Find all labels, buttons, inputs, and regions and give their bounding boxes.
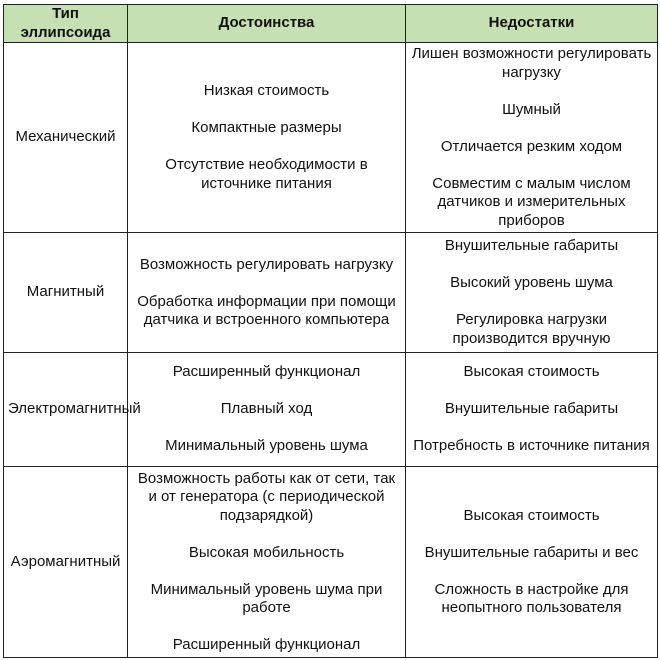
disadvantage-item: Совместим с малым числом датчиков и измерительных приборов	[432, 174, 631, 229]
disadvantage-item: Лишен возможности регулировать нагрузку	[411, 45, 652, 81]
disadvantage-item: Внушительные габариты	[444, 237, 619, 254]
disadvantage-item: Высокий уровень шума	[450, 274, 613, 291]
cons-cell	[406, 467, 658, 658]
advantage-item: Расширенный функционал	[172, 363, 361, 381]
pros-cell	[128, 467, 406, 658]
header-row	[4, 5, 658, 43]
advantage-item: Минимальный уровень шума	[165, 437, 368, 455]
disadvantage-item: Шумный	[502, 100, 561, 118]
advantage-item: Обработка информации при помощи датчика и встроенного компьютера	[137, 292, 396, 328]
table-row	[4, 43, 658, 233]
advantage-item: Высокая мобильность	[188, 543, 345, 561]
advantage-item: Низкая стоимость	[203, 82, 330, 99]
type-cell: Аэромагнитный	[4, 467, 128, 658]
advantage-item: Плавный ход	[220, 400, 313, 418]
comparison-table	[3, 4, 658, 658]
advantage-item: Компактные размеры	[191, 119, 342, 136]
type-cell: Электромагнитный	[4, 353, 128, 467]
disadvantage-item: Регулировка нагрузки производится вручную	[452, 311, 611, 347]
advantage-item: Возможность регулировать нагрузку	[139, 255, 394, 273]
disadvantage-item: Внушительные габариты	[444, 400, 619, 418]
table-row	[4, 353, 658, 467]
disadvantage-item: Отличается резким ходом	[440, 137, 623, 155]
header-type: Тип эллипсоида	[4, 5, 128, 43]
type-cell: Магнитный	[4, 233, 128, 353]
pros-cell	[128, 353, 406, 467]
cons-cell	[406, 233, 658, 353]
cons-cell	[406, 43, 658, 233]
advantage-item: Минимальный уровень шума при работе	[150, 580, 383, 616]
advantage-item: Расширенный функционал	[172, 636, 361, 653]
pros-cell	[128, 233, 406, 353]
table-row	[4, 467, 658, 658]
header-pros: Достоинства	[128, 5, 406, 43]
disadvantage-item: Высокая стоимость	[463, 363, 600, 381]
cons-cell	[406, 353, 658, 467]
table-row	[4, 233, 658, 353]
advantage-item: Отсутствие необходимости в источнике питания	[165, 156, 368, 192]
disadvantage-item: Высокая стоимость	[463, 506, 600, 524]
disadvantage-item: Внушительные габариты и вес	[424, 543, 639, 561]
disadvantage-item: Потребность в источнике питания	[413, 437, 650, 455]
disadvantage-item: Сложность в настройке для неопытного пользователя	[434, 580, 629, 616]
advantage-item: Возможность работы как от сети, так и от генератора (с периодической подзарядкой)	[137, 469, 396, 524]
pros-cell	[128, 43, 406, 233]
header-cons: Недостатки	[406, 5, 658, 43]
type-cell: Механический	[4, 43, 128, 233]
